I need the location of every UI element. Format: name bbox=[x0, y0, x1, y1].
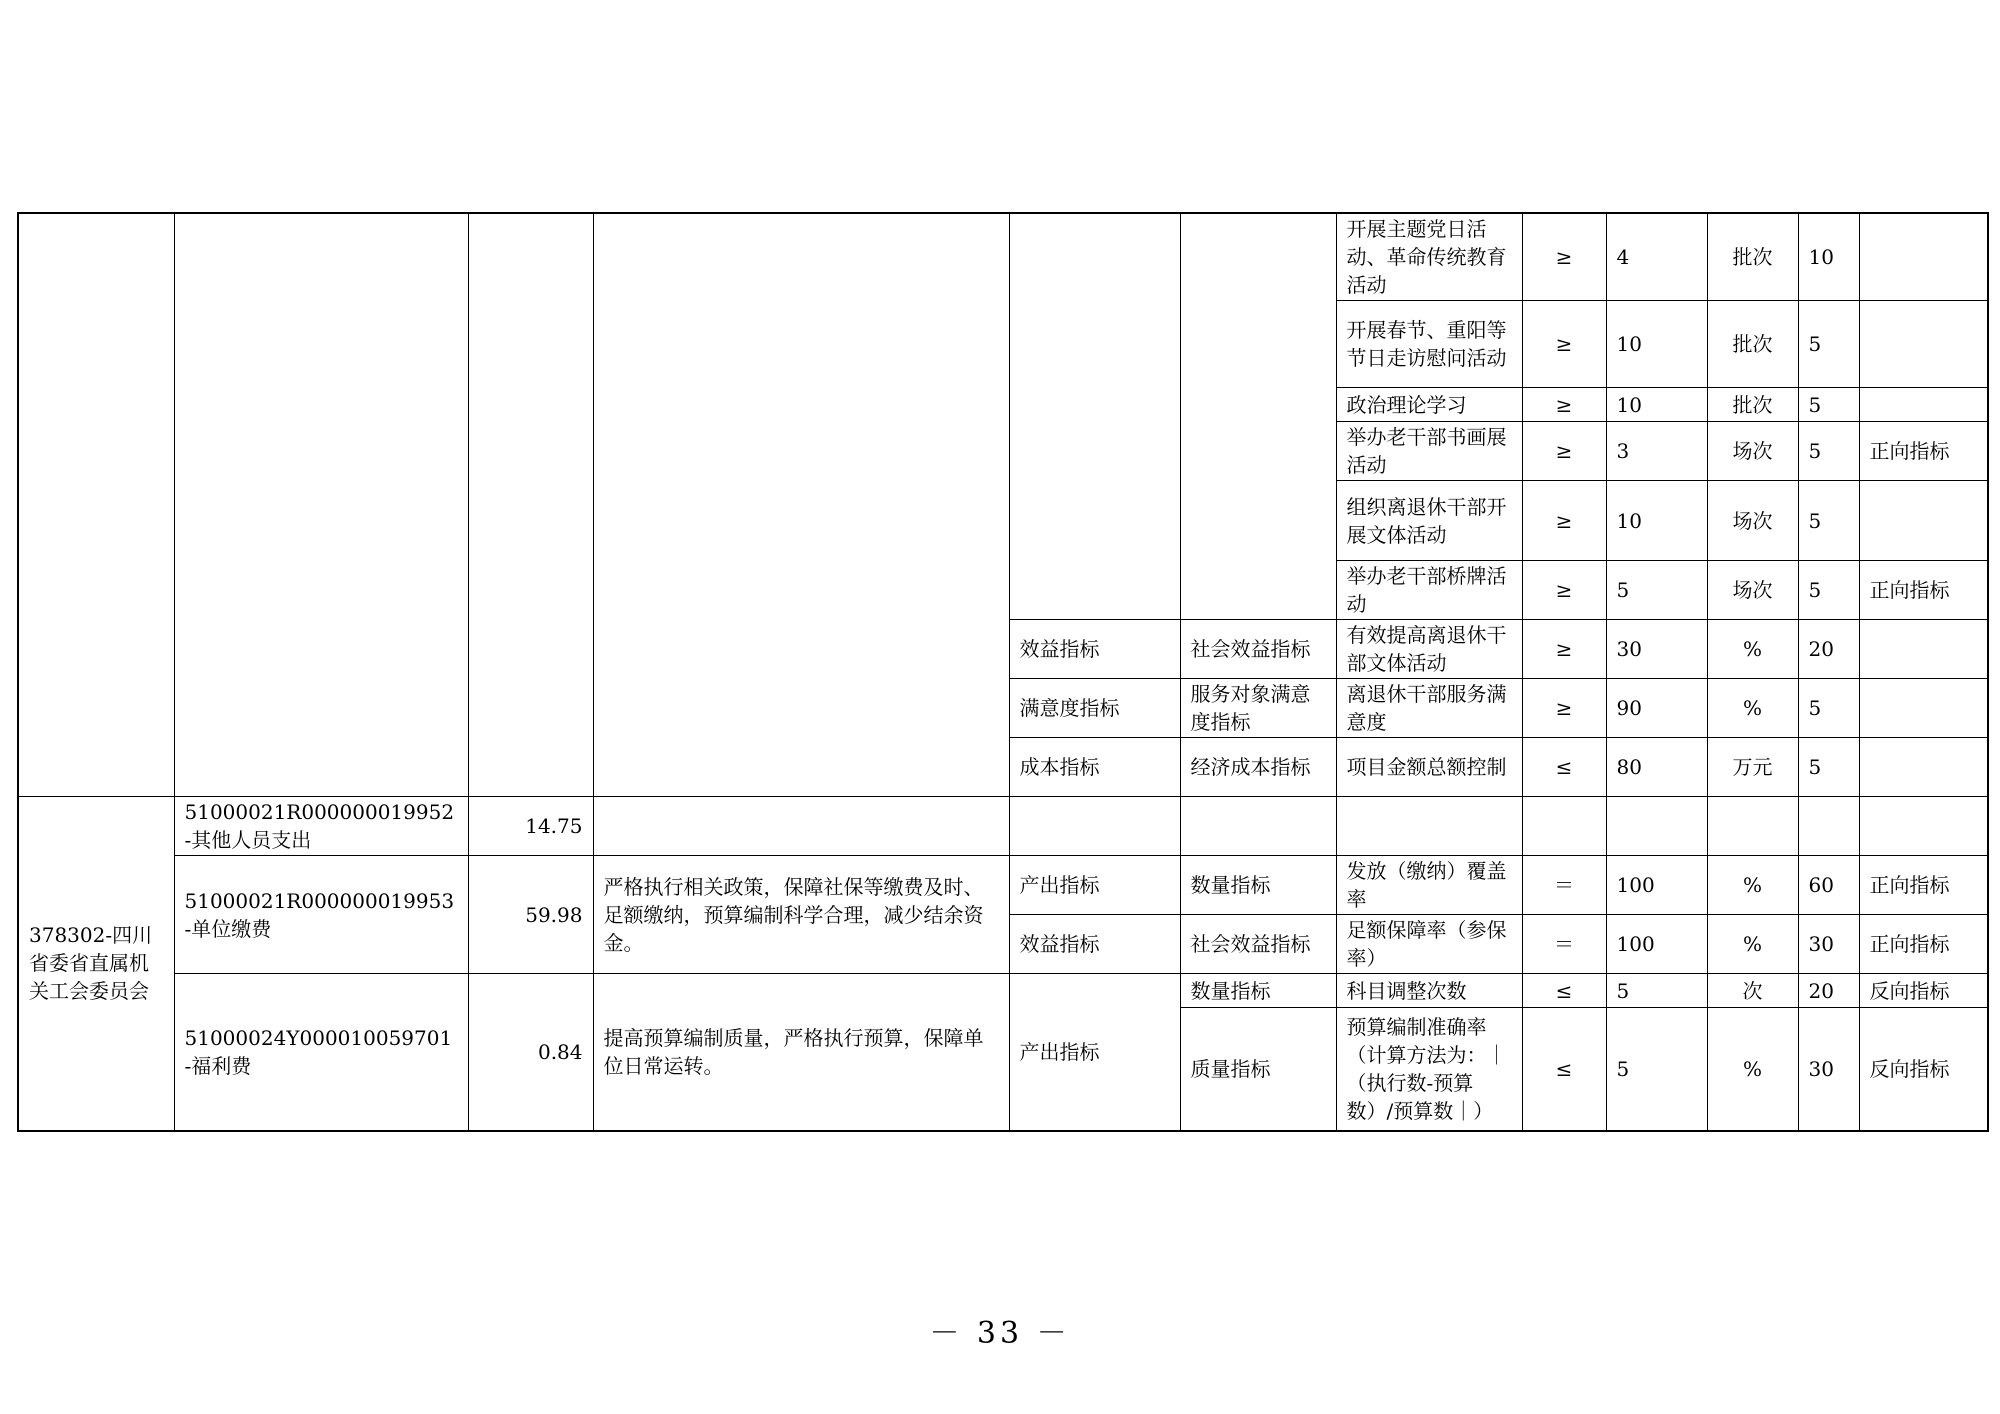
unit-of-measure-cell: % bbox=[1707, 915, 1798, 974]
level2-cell-continued bbox=[1180, 213, 1336, 620]
metric-cell: 有效提高离退休干部文体活动 bbox=[1336, 620, 1522, 679]
operator-cell: ≥ bbox=[1522, 620, 1606, 679]
weight-cell: 10 bbox=[1798, 213, 1859, 301]
weight-cell: 30 bbox=[1798, 915, 1859, 974]
table-row bbox=[18, 974, 1988, 1008]
weight-cell: 20 bbox=[1798, 974, 1859, 1008]
level1-cell bbox=[1009, 797, 1180, 856]
unit-of-measure-cell: 批次 bbox=[1707, 213, 1798, 301]
direction-cell bbox=[1859, 481, 1988, 561]
unit-of-measure-cell: % bbox=[1707, 620, 1798, 679]
value-cell: 100 bbox=[1606, 856, 1707, 915]
level2-cell: 数量指标 bbox=[1180, 856, 1336, 915]
weight-cell: 5 bbox=[1798, 301, 1859, 388]
page-number: － 33 － bbox=[929, 1316, 1071, 1351]
amount-cell: 14.75 bbox=[468, 797, 593, 856]
direction-cell: 正向指标 bbox=[1859, 422, 1988, 481]
weight-cell: 20 bbox=[1798, 620, 1859, 679]
unit-of-measure-cell: 场次 bbox=[1707, 561, 1798, 620]
value-cell: 4 bbox=[1606, 213, 1707, 301]
amount-cell-continued bbox=[468, 213, 593, 797]
metric-cell: 组织离退休干部开展文体活动 bbox=[1336, 481, 1522, 561]
metric-cell: 预算编制准确率（计算方法为：｜（执行数-预算数）/预算数｜） bbox=[1336, 1008, 1522, 1131]
weight-cell: 5 bbox=[1798, 679, 1859, 738]
direction-cell: 反向指标 bbox=[1859, 974, 1988, 1008]
value-cell: 10 bbox=[1606, 301, 1707, 388]
unit-of-measure-cell: % bbox=[1707, 1008, 1798, 1131]
direction-cell bbox=[1859, 738, 1988, 797]
weight-cell: 60 bbox=[1798, 856, 1859, 915]
project-name-cell: 51000024Y000010059701-福利费 bbox=[174, 974, 468, 1131]
level1-cell: 产出指标 bbox=[1009, 974, 1180, 1131]
direction-cell bbox=[1859, 679, 1988, 738]
metric-cell: 政治理论学习 bbox=[1336, 388, 1522, 422]
weight-cell: 5 bbox=[1798, 481, 1859, 561]
value-cell: 30 bbox=[1606, 620, 1707, 679]
level2-cell: 社会效益指标 bbox=[1180, 915, 1336, 974]
unit-cell-continued bbox=[18, 213, 174, 797]
level2-cell bbox=[1180, 797, 1336, 856]
table-row bbox=[18, 213, 1988, 301]
metric-cell: 项目金额总额控制 bbox=[1336, 738, 1522, 797]
value-cell: 80 bbox=[1606, 738, 1707, 797]
direction-cell: 正向指标 bbox=[1859, 561, 1988, 620]
direction-cell bbox=[1859, 301, 1988, 388]
operator-cell: ≥ bbox=[1522, 561, 1606, 620]
weight-cell: 5 bbox=[1798, 561, 1859, 620]
unit-of-measure-cell: 批次 bbox=[1707, 388, 1798, 422]
unit-of-measure-cell: 场次 bbox=[1707, 481, 1798, 561]
operator-cell: ≥ bbox=[1522, 388, 1606, 422]
level1-cell: 效益指标 bbox=[1009, 915, 1180, 974]
metric-cell: 离退休干部服务满意度 bbox=[1336, 679, 1522, 738]
weight-cell: 5 bbox=[1798, 388, 1859, 422]
unit-of-measure-cell: % bbox=[1707, 679, 1798, 738]
direction-cell bbox=[1859, 620, 1988, 679]
project-cell-continued bbox=[174, 213, 468, 797]
weight-cell: 30 bbox=[1798, 1008, 1859, 1131]
direction-cell: 正向指标 bbox=[1859, 915, 1988, 974]
level2-cell: 服务对象满意度指标 bbox=[1180, 679, 1336, 738]
weight-cell: 5 bbox=[1798, 422, 1859, 481]
unit-of-measure-cell: 批次 bbox=[1707, 301, 1798, 388]
unit-of-measure-cell: 场次 bbox=[1707, 422, 1798, 481]
amount-cell: 59.98 bbox=[468, 856, 593, 974]
metric-cell: 科目调整次数 bbox=[1336, 974, 1522, 1008]
direction-cell bbox=[1859, 213, 1988, 301]
goal-cell-continued bbox=[593, 213, 1009, 797]
value-cell: 100 bbox=[1606, 915, 1707, 974]
project-name-cell: 51000021R000000019952-其他人员支出 bbox=[174, 797, 468, 856]
operator-cell: ＝ bbox=[1522, 915, 1606, 974]
unit-of-measure-cell: 次 bbox=[1707, 974, 1798, 1008]
unit-of-measure-cell: % bbox=[1707, 856, 1798, 915]
value-cell: 5 bbox=[1606, 561, 1707, 620]
level2-cell: 质量指标 bbox=[1180, 1008, 1336, 1131]
metric-cell: 开展主题党日活动、革命传统教育活动 bbox=[1336, 213, 1522, 301]
value-cell: 5 bbox=[1606, 974, 1707, 1008]
operator-cell: ≥ bbox=[1522, 301, 1606, 388]
performance-indicator-table bbox=[17, 212, 1989, 1132]
value-cell: 10 bbox=[1606, 481, 1707, 561]
operator-cell: ≤ bbox=[1522, 974, 1606, 1008]
goal-cell: 提高预算编制质量，严格执行预算，保障单位日常运转。 bbox=[593, 974, 1009, 1131]
metric-cell: 足额保障率（参保率） bbox=[1336, 915, 1522, 974]
weight-cell: 5 bbox=[1798, 738, 1859, 797]
unit-name-cell: 378302-四川省委省直属机关工会委员会 bbox=[18, 797, 174, 1131]
operator-cell: ≤ bbox=[1522, 1008, 1606, 1131]
table-row bbox=[18, 856, 1988, 915]
direction-cell: 反向指标 bbox=[1859, 1008, 1988, 1131]
direction-cell: 正向指标 bbox=[1859, 856, 1988, 915]
level2-cell: 数量指标 bbox=[1180, 974, 1336, 1008]
metric-cell: 举办老干部书画展活动 bbox=[1336, 422, 1522, 481]
value-cell: 10 bbox=[1606, 388, 1707, 422]
level1-cell: 效益指标 bbox=[1009, 620, 1180, 679]
amount-cell: 0.84 bbox=[468, 974, 593, 1131]
weight-cell bbox=[1798, 797, 1859, 856]
value-cell: 5 bbox=[1606, 1008, 1707, 1131]
goal-cell: 严格执行相关政策，保障社保等缴费及时、足额缴纳，预算编制科学合理，减少结余资金。 bbox=[593, 856, 1009, 974]
metric-cell: 发放（缴纳）覆盖率 bbox=[1336, 856, 1522, 915]
level1-cell-continued bbox=[1009, 213, 1180, 620]
level1-cell: 成本指标 bbox=[1009, 738, 1180, 797]
unit-of-measure-cell: 万元 bbox=[1707, 738, 1798, 797]
operator-cell: ≥ bbox=[1522, 213, 1606, 301]
value-cell bbox=[1606, 797, 1707, 856]
direction-cell bbox=[1859, 797, 1988, 856]
unit-of-measure-cell bbox=[1707, 797, 1798, 856]
operator-cell: ≥ bbox=[1522, 422, 1606, 481]
metric-cell: 开展春节、重阳等节日走访慰问活动 bbox=[1336, 301, 1522, 388]
direction-cell bbox=[1859, 388, 1988, 422]
level1-cell: 满意度指标 bbox=[1009, 679, 1180, 738]
table-row bbox=[18, 797, 1988, 856]
operator-cell: ≤ bbox=[1522, 738, 1606, 797]
level2-cell: 经济成本指标 bbox=[1180, 738, 1336, 797]
value-cell: 3 bbox=[1606, 422, 1707, 481]
level2-cell: 社会效益指标 bbox=[1180, 620, 1336, 679]
goal-cell bbox=[593, 797, 1009, 856]
operator-cell: ≥ bbox=[1522, 481, 1606, 561]
metric-cell: 举办老干部桥牌活动 bbox=[1336, 561, 1522, 620]
metric-cell bbox=[1336, 797, 1522, 856]
level1-cell: 产出指标 bbox=[1009, 856, 1180, 915]
value-cell: 90 bbox=[1606, 679, 1707, 738]
operator-cell: ＝ bbox=[1522, 856, 1606, 915]
operator-cell bbox=[1522, 797, 1606, 856]
project-name-cell: 51000021R000000019953-单位缴费 bbox=[174, 856, 468, 974]
operator-cell: ≥ bbox=[1522, 679, 1606, 738]
